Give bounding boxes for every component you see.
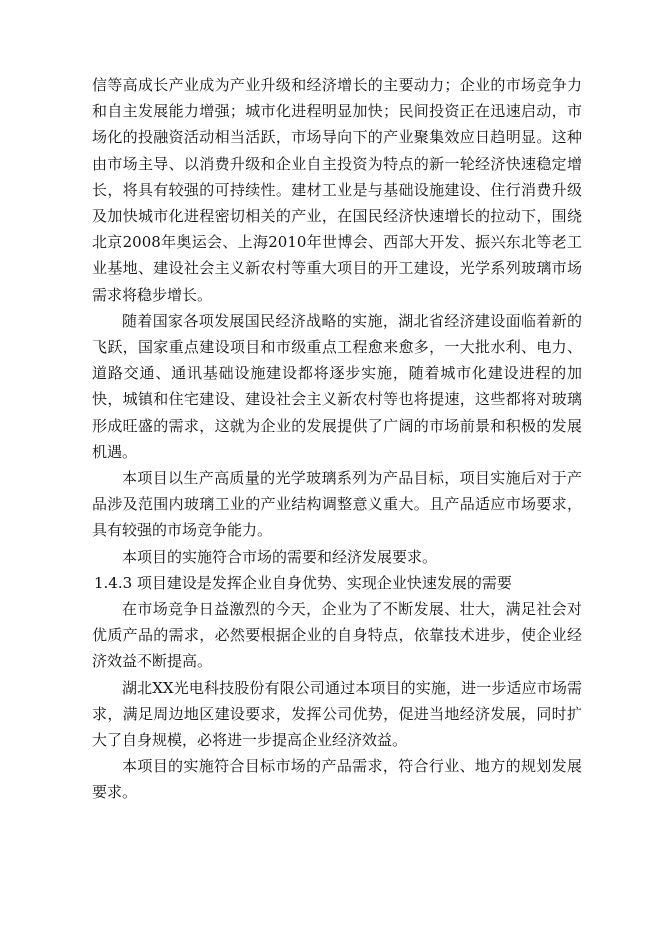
paragraph-market-growth: 信等高成长产业成为产业升级和经济增长的主要动力；企业的市场竞争力和自主发展能力增强；城市化进程明显加快；民间投资正在迅速启动，市场化的投融资活动相当活跃，市场导向下的产业聚集效应日趋明显。这种由市场主导、以消费升级和企业自主投资为特点的新一轮经济快速稳定增长，将具有较强的可持续性。建材工业是与基础设施建设、住行消费升级及加快城市化进程密切相关的产业，在国民经济快速增长的拉动下，围绕北京2008年奥运会、上海2010年世博会、西部大开发、振兴东北等老工业基地、建设社会主义新农村等重大项目的开工建设，光学系列玻璃市场需求将稳步增长。 [92, 76, 582, 304]
paragraph-hubei-development: 随着国家各项发展国民经济战略的实施，湖北省经济建设面临着新的飞跃，国家重点建设项目和市级重点工程愈来愈多，一大批水利、电力、道路交通、通讯基础设施建设都将逐步实施，随着城市化建设进程的加快，城镇和住宅建设、建设社会主义新农村等也将提速，这些都将对玻璃形成旺盛的需求，这就为企业的发展提供了广阔的市场前景和积极的发展机遇。 [92, 311, 582, 461]
section-heading-1-4-3: 1.4.3 项目建设是发挥企业自身优势、实现企业快速发展的需要 [94, 573, 512, 592]
paragraph-company-project: 湖北XX光电科技股份有限公司通过本项目的实施，进一步适应市场需求，满足周边地区建设要求，发挥公司优势，促进当地经济发展，同时扩大了自身规模，必将进一步提高企业经济效益。 [92, 678, 582, 750]
paragraph-conclusion-market: 本项目的实施符合市场的需要和经济发展要求。 [122, 547, 438, 566]
paragraph-competition: 在市场竞争日益激烈的今天，企业为了不断发展、壮大，满足社会对优质产品的需求，必然要根据企业的自身特点，依靠技术进步，使企业经济效益不断提高。 [92, 600, 582, 671]
paragraph-product-target: 本项目以生产高质量的光学玻璃系列为产品目标，项目实施后对于产品涉及范围内玻璃工业的产业结构调整意义重大。且产品适应市场要求，具有较强的市场竞争能力。 [92, 469, 582, 540]
document-body [92, 72, 582, 806]
paragraph-conclusion-target: 本项目的实施符合目标市场的产品需求，符合行业、地方的规划发展要求。 [92, 757, 582, 802]
